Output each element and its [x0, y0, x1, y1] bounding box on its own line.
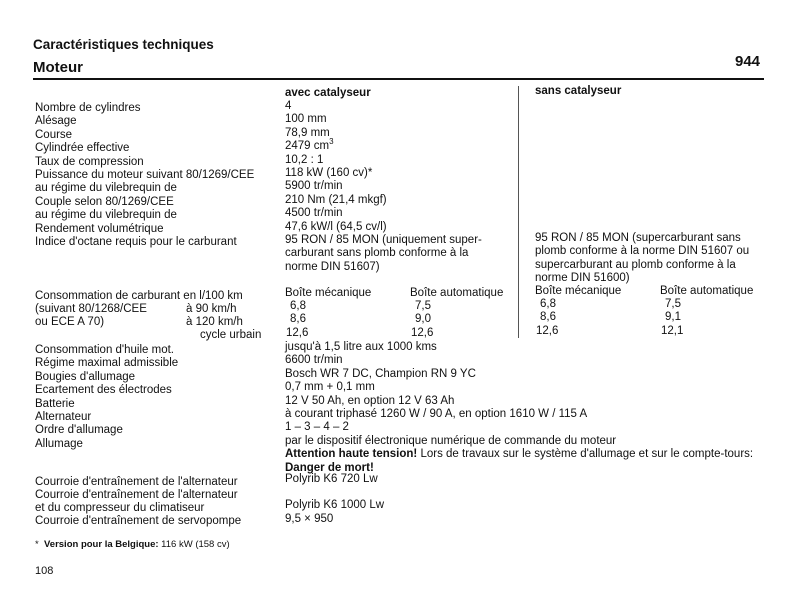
- misc-label: Bougies d'allumage: [35, 370, 136, 383]
- spec-label: Taux de compression: [35, 155, 144, 168]
- spec-value: 10,2 : 1: [285, 153, 324, 166]
- consumption-value: 12,1: [661, 324, 684, 337]
- without-auto-values: [661, 298, 684, 338]
- misc-label: Régime maximal admissible: [35, 357, 179, 370]
- consumption-value: 9,0: [415, 313, 431, 326]
- misc-label: Ecartement des électrodes: [35, 384, 172, 397]
- column-with-catalyst: avec catalyseur: [285, 87, 371, 99]
- column-without-catalyst: sans catalyseur: [535, 85, 622, 97]
- page-title: Moteur: [33, 59, 83, 76]
- consumption-value: 6,8: [540, 298, 556, 310]
- spec-label: Indice d'octane requis pour le carburant: [35, 236, 237, 249]
- footnote-star: *: [35, 539, 39, 550]
- consumption-value: 9,1: [665, 311, 681, 324]
- spec-value: 47,6 kW/l (64,5 cv/l): [285, 220, 387, 233]
- consumption-value: 8,6: [540, 311, 556, 324]
- gearbox-auto-header: Boîte automatique: [660, 285, 754, 297]
- octane-with-line: norme DIN 51607): [285, 260, 380, 273]
- consumption-value: 6,8: [290, 300, 306, 312]
- spec-value: 118 kW (160 cv)*: [285, 167, 373, 180]
- spec-label: Puissance du moteur suivant 80/1269/CEE: [35, 169, 255, 182]
- octane-with-line: 95 RON / 85 MON (uniquement super-: [285, 234, 482, 247]
- spec-label: au régime du vilebrequin de: [35, 209, 177, 222]
- spec-value: 4500 tr/min: [285, 207, 343, 220]
- spec-label: Cylindrée effective: [35, 142, 130, 155]
- belt-label: Courroie d'entraînement de l'alternateur: [35, 476, 238, 488]
- belt-label: et du compresseur du climatiseur: [35, 502, 205, 514]
- spec-value: 4: [285, 100, 292, 112]
- misc-label: Ordre d'allumage: [35, 424, 123, 437]
- spec-value: 100 mm: [285, 113, 327, 126]
- octane-without-line: norme DIN 51600): [535, 272, 630, 285]
- belt-label: Courroie d'entraînement de servopompe: [35, 515, 242, 527]
- spec-label: au régime du vilebrequin de: [35, 182, 177, 195]
- spec-label: Rendement volumétrique: [35, 222, 164, 235]
- page-number: 108: [35, 565, 54, 577]
- belt-value: Polyrib K6 1000 Lw: [285, 499, 385, 511]
- model-number: 944: [735, 53, 761, 70]
- header-rule: [33, 78, 764, 80]
- misc-value: 6600 tr/min: [285, 354, 343, 367]
- octane-without-line: 95 RON / 85 MON (supercarburant sans: [535, 232, 741, 244]
- consumption-label: (suivant 80/1268/CEE: [35, 303, 147, 315]
- misc-value: 0,7 mm + 0,1 mm: [285, 381, 375, 394]
- belt-label: Courroie d'entraînement de l'alternateur: [35, 489, 238, 501]
- danger-line: Danger de mort!: [285, 461, 374, 474]
- warning-line: Attention haute tension! Lors de travaux sur le système d'allumage et sur le compte-tours:: [285, 448, 754, 461]
- misc-label: Consommation d'huile mot.: [35, 344, 174, 356]
- consumption-label: Consommation de carburant en l/100 km: [35, 290, 243, 302]
- consumption-label: ou ECE A 70): [35, 316, 105, 328]
- spec-value: 210 Nm (21,4 mkgf): [285, 193, 387, 206]
- footnote-bold: Version pour la Belgique:: [43, 539, 159, 550]
- octane-without-line: plomb conforme à la norme DIN 51607 ou: [535, 245, 750, 258]
- gearbox-auto-header: Boîte automatique: [410, 287, 504, 299]
- spec-label: Couple selon 80/1269/CEE: [35, 195, 174, 208]
- without-manual-values: [536, 298, 559, 338]
- misc-value: Bosch WR 7 DC, Champion RN 9 YC: [285, 367, 476, 380]
- spec-label: Course: [35, 128, 73, 141]
- with-auto-values: [411, 300, 434, 340]
- footnote-text: 116 kW (158 cv): [158, 539, 230, 550]
- belt-value: 9,5 × 950: [285, 513, 334, 525]
- consumption-speed: à 120 km/h: [186, 316, 243, 328]
- consumption-value: 7,5: [415, 300, 431, 312]
- misc-label: Alternateur: [35, 411, 92, 424]
- spec-values: [285, 100, 482, 274]
- consumption-speed: à 90 km/h: [186, 303, 237, 315]
- misc-value: jusqu'à 1,5 litre aux 1000 kms: [285, 341, 437, 353]
- column-divider: [518, 86, 519, 338]
- misc-label: Batterie: [35, 397, 75, 410]
- consumption-speed: cycle urbain: [200, 329, 262, 341]
- octane-with-line: carburant sans plomb conforme à la: [285, 247, 469, 260]
- misc-label: Allumage: [35, 437, 83, 450]
- with-manual-values: [286, 300, 309, 340]
- misc-value: à courant triphasé 1260 W / 90 A, en option 1610 W / 115 A: [285, 408, 588, 421]
- spec-value-displacement: 2479 $cm^3$: [285, 137, 334, 153]
- consumption-value: 12,6: [411, 326, 434, 339]
- footnote: [35, 538, 230, 551]
- misc-value: par le dispositif électronique numérique de commande du moteur: [285, 434, 617, 447]
- section-title: Caractéristiques techniques: [33, 37, 214, 52]
- octane-without: [535, 232, 749, 286]
- spec-label: Alésage: [35, 115, 77, 128]
- consumption-value: 12,6: [286, 326, 309, 339]
- spec-labels: [35, 102, 254, 249]
- consumption-value: 8,6: [290, 313, 306, 326]
- misc-values: [285, 341, 753, 475]
- spec-value: 5900 tr/min: [285, 180, 343, 193]
- misc-value: 1 – 3 – 4 – 2: [285, 421, 349, 434]
- consumption-value: 7,5: [665, 298, 681, 310]
- misc-labels: [35, 344, 178, 451]
- misc-value: 12 V 50 Ah, en option 12 V 63 Ah: [285, 394, 455, 407]
- gearbox-manual-header: Boîte mécanique: [535, 285, 622, 297]
- octane-without-line: supercarburant au plomb conforme à la: [535, 258, 736, 271]
- consumption-value: 12,6: [536, 324, 559, 337]
- spec-value: 78,9 mm: [285, 126, 330, 139]
- spec-label: Nombre de cylindres: [35, 102, 141, 114]
- belt-value: Polyrib K6 720 Lw: [285, 473, 378, 485]
- gearbox-manual-header: Boîte mécanique: [285, 287, 372, 299]
